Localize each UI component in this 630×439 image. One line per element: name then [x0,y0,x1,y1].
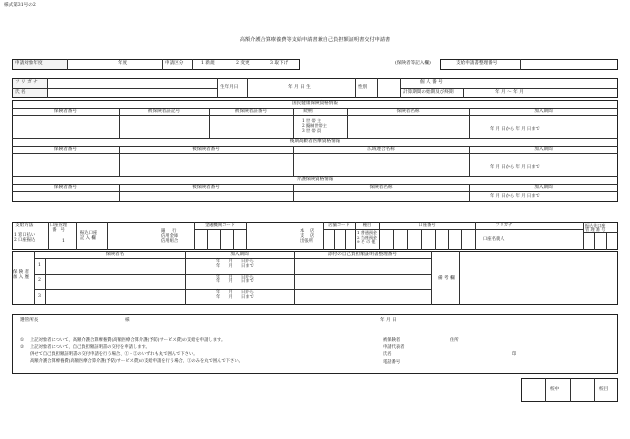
nhi-h-insurer-no: 保険者番号 [54,109,77,114]
nhi-period-value: 年 月 日から 年 月 日まで [490,127,540,132]
history-h-period: 加入期間 [230,252,249,257]
history-row-period: 年 月 日から 年 月 日まで [216,274,254,285]
item2-no[interactable]: ② [20,345,25,350]
item2-note: 併せて自己負担額証明書の交付申請を行う場合、①・②のいずれも丸で囲んで下さい。 [30,352,198,357]
check-mid: 校中 [550,387,560,392]
elderly-h-insurer-no: 保険者番号 [54,147,77,152]
history-h-proof-no: 添付の自己負担額証明書整理番号 [328,252,397,257]
check-final: 校目 [599,387,609,392]
account-holder-label: 口座名義人 [483,237,505,242]
item3-text: 高額介護合算療養費(高額医療合算介護(予防)サービス費)の支給申請を行う場合、①のみを丸で囲んで下さい。 [30,359,243,364]
furigana-label: フ リ ガ ナ [15,80,38,85]
care-h-insured-no: 被保険者番号 [192,185,220,190]
nhi-relation-options[interactable]: 1 世 帯 主 2 擬制世帯主 3 世 帯 員 [302,118,327,133]
care-h-insurer-no: 保険者番号 [54,185,77,190]
category-label: 申請区分 [165,61,184,66]
method-label: 支給方法 [15,223,34,228]
care-h-insurer-name: 保険者名称 [369,185,393,190]
nhi-h-insurer-name: 保険者名称 [396,109,420,114]
care-title: 介護保険資格情報 [296,177,334,182]
elderly-h-union-name: 広域連合名称 [367,147,395,152]
category-change[interactable]: 2 変更 [236,61,250,66]
account-types[interactable]: 1 普通預金 2 当座預金 9 そ の 他 [357,230,377,245]
history-row-period: 年 月 日から 年 月 日まで [216,259,254,269]
person-no-label: 個 人 番 号 [420,80,443,85]
account-code-label: 口座管理 番 号 [50,223,68,233]
bank-types[interactable]: 銀 行 信用金庫 信用組合 [161,229,179,244]
year-unit: 年度 [118,61,128,66]
declaration-date: 年 月 日 [380,318,397,323]
nhi-h-relation: 続柄 [303,109,313,114]
gender-label: 性別 [358,85,368,90]
honorific: 様 [125,318,130,323]
history-h-insurer-name: 保険者名 [105,252,125,257]
furigana-holder-label: フリガナ [495,222,513,228]
form-number: 様式第31号の2 [4,3,36,8]
remarks-label: 備 考 欄 [438,276,455,281]
branch-code-label: 店舗コード [328,222,350,228]
history-row-no: 3 [38,294,41,299]
elderly-h-period: 加入期間 [534,147,553,152]
stored-account-label: 振込先口座 管 理 番 号 [585,222,606,233]
birth-label: 生年月日 [220,85,239,90]
rep-name-label: 氏名 [383,352,392,357]
account-type-label: 種目 [362,222,372,228]
history-row-no: 1 [38,263,41,268]
rep-label: 申請代表者 [383,345,405,350]
transfer-account-label: 振込口座 記 入 欄 [80,231,98,241]
payment-no-label: 支給申請書整理番号 [456,61,498,66]
item1-no[interactable]: ① [20,338,25,343]
nhi-h-period: 加入期間 [534,109,553,114]
history-side-label: 保 険 者 加 入 歴 [13,270,29,281]
item1-text: 上記対象者について、高額介護合算療養費(高額医療合算介護(予防)サービス費)の支給を申請します。 [30,338,226,343]
item2-text: 上記対象者について、自己負担額証明書の交付を申請します。 [30,345,150,350]
name-label: 氏 名 [15,90,26,95]
nhi-h-card-symbol: 被保険者証記号 [147,109,181,114]
account-no-label: 口座番号 [418,222,436,228]
period-value: 年 月 ～ 年 月 [495,90,524,95]
phone-label: 電話番号 [383,360,401,365]
declaration-box [12,314,618,374]
care-period-value: 年 月 日から 年 月 日まで [490,194,540,199]
insured-label: 被保険者 [383,338,401,343]
period-label: 計算期間の始期及び終期 [403,90,454,95]
address-label: 住所 [450,338,459,343]
history-row-no: 2 [38,278,41,283]
category-new[interactable]: 1 新規 [201,61,215,66]
birth-date: 年 月 日 生 [288,85,311,90]
elderly-period-value: 年 月 日から 年 月 日まで [490,165,540,170]
nhi-title: 国民健康保険資格情報 [292,101,338,106]
nhi-h-card-no: 被保険者証番号 [234,109,268,114]
bank-code-label: 金融機関コード [204,222,236,228]
history-row-period: 年 月 日から 年 月 日まで [216,290,254,300]
care-h-period: 加入期間 [534,185,553,190]
elderly-h-insured-no: 被保険者番号 [192,147,220,152]
addressee: 選管所長 [20,318,39,323]
branch-types[interactable]: 本 店 支 店 出張所 [300,229,315,244]
form-title: 高額介護合算療養費等支給申請書兼自己負担額証明書交付申請書 [239,37,391,43]
seal: 印 [512,352,517,357]
target-year-label: 申請対象年度 [15,61,43,66]
insurer-note: (保険者等記入欄) [395,61,431,66]
method-options[interactable]: 1 窓口払い 2 口座振込 [14,233,36,243]
category-withdraw[interactable]: 3 取下げ [270,61,289,66]
elderly-title: 後期高齢者医療資格情報 [289,139,341,144]
history-box [12,251,618,305]
account-code-value: 1 [62,239,65,244]
